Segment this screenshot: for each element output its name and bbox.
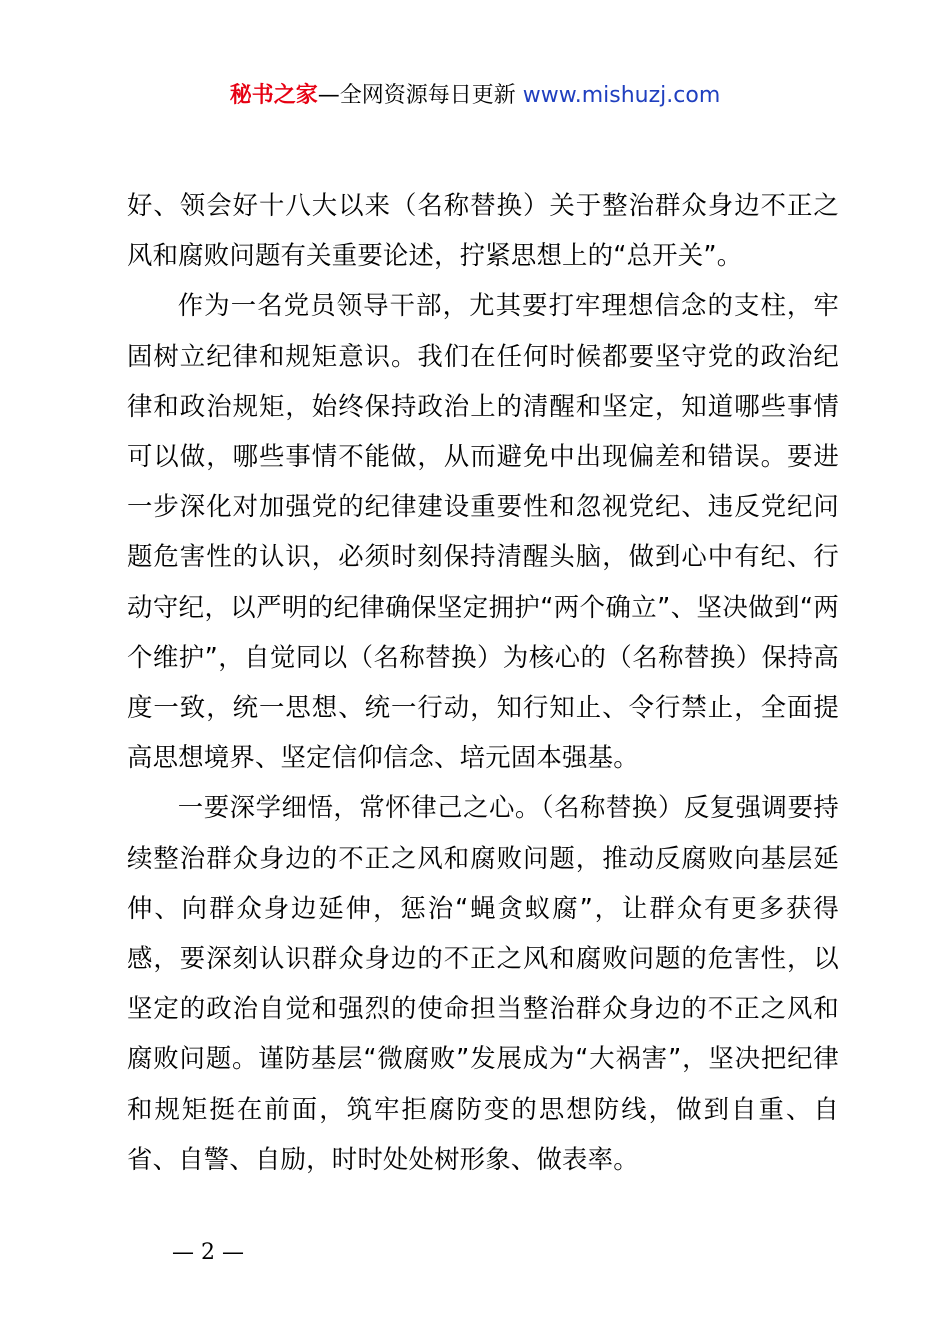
page-number: — 2 — (172, 1240, 244, 1265)
paragraph-continuation: 好、领会好十八大以来（名称替换）关于整治群众身边不正之风和腐败问题有关重要论述，拧紧思想上的“总开关”。 (127, 190, 839, 271)
document-body (127, 180, 839, 1184)
site-tagline: —全网资源每日更新 (317, 83, 516, 108)
site-url-link[interactable]: www.mishuzj.com (522, 83, 721, 108)
paragraph-study: 一要深学细悟，常怀律己之心。（名称替换）反复强调要持续整治群众身边的不正之风和腐败问题，推动反腐败向基层延伸、向群众身边延伸，惩治“蝇贪蚁腐”，让群众有更多获得感，要深刻认识群众身边的不正之风和腐败问题的危害性，以坚定的政治自觉和强烈的使命担当整治群众身边的不正之风和腐败问题。谨防基层“微腐败”发展成为“大祸害”，坚决把纪律和规矩挺在前面，筑牢拒腐防变的思想防线，做到自重、自省、自警、自励，时时处处树形象、做表率。 (127, 792, 839, 1174)
site-header (0, 80, 950, 112)
site-brand: 秘书之家 (229, 83, 318, 108)
paragraph-discipline: 作为一名党员领导干部，尤其要打牢理想信念的支柱，牢固树立纪律和规矩意识。我们在任何时候都要坚守党的政治纪律和政治规矩，始终保持政治上的清醒和坚定，知道哪些事情可以做，哪些事情不能做，从而避免中出现偏差和错误。要进一步深化对加强党的纪律建设重要性和忽视党纪、违反党纪问题危害性的认识，必须时刻保持清醒头脑，做到心中有纪、行动守纪，以严明的纪律确保坚定拥护“两个确立”、坚决做到“两个维护”，自觉同以（名称替换）为核心的（名称替换）保持高度一致，统一思想、统一行动，知行知止、令行禁止，全面提高思想境界、坚定信仰信念、培元固本强基。 (127, 290, 839, 773)
